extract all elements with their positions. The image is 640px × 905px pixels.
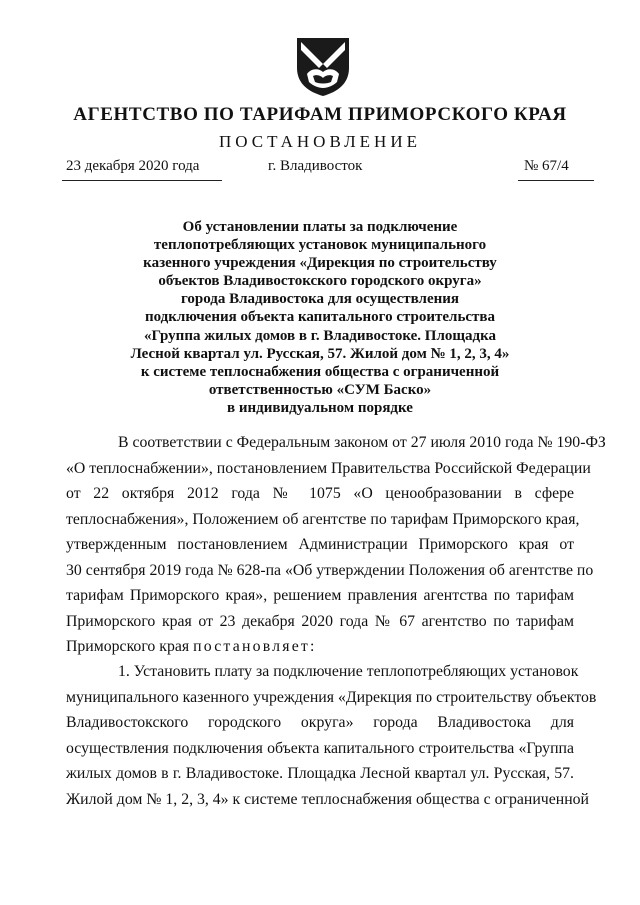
body-line: Владивостокского городского округа» города Владивостока для <box>66 714 574 731</box>
title-line: теплопотребляющих установок муниципального <box>153 237 487 254</box>
body-line: 1. Установить плату за подключение теплопотребляющих установок <box>118 663 579 680</box>
body-line: теплоснабжения», Положением об агентстве по тарифам Приморского края, <box>66 510 580 528</box>
date-underline <box>62 180 222 181</box>
title-line: города Владивостока для осуществления <box>180 291 460 308</box>
document-city: г. Владивосток <box>268 158 363 174</box>
body-line: Жилой дом № 1, 2, 3, 4» к системе теплоснабжения общества с ограниченной <box>66 790 590 808</box>
title-line: в индивидуальном порядке <box>227 399 413 416</box>
title-line: ответственностью «СУМ Баско» <box>208 381 432 398</box>
decision-word: постановляет: <box>193 638 317 655</box>
document-date: 23 декабря 2020 года <box>66 158 200 174</box>
body-line: утвержденным постановлением Администрации Приморского края от <box>66 536 574 553</box>
decision-prefix: Приморского края <box>66 638 194 655</box>
paragraph-item-1 <box>66 659 597 812</box>
title-line: объектов Владивостокского городского округа» <box>158 273 482 290</box>
title-line: «Группа жилых домов в г. Владивостоке. Площадка <box>143 327 497 344</box>
document-type: ПОСТАНОВЛЕНИЕ <box>218 132 421 151</box>
title-line: Об установлении платы за подключение <box>182 219 458 235</box>
title-line: Лесной квартал ул. Русская, 57. Жилой дом № 1, 2, 3, 4» <box>130 345 510 362</box>
document-number: № 67/4 <box>524 158 569 174</box>
body-line: от 22 октября 2012 года № 1075 «О ценообразовании в сфере <box>66 485 574 502</box>
coat-of-arms-icon <box>293 34 353 98</box>
body-line: жилых домов в г. Владивостоке. Площадка Лесной квартал ул. Русская, 57. <box>66 765 574 782</box>
body-line: муниципального казенного учреждения «Дирекция по строительству объектов <box>66 688 597 706</box>
number-underline <box>518 180 594 181</box>
title-line: к системе теплоснабжения общества с ограниченной <box>140 363 500 380</box>
title-line: казенного учреждения «Дирекция по строительству <box>143 255 497 272</box>
document-title <box>100 218 540 417</box>
body-line: 30 сентября 2019 года № 628-па «Об утверждении Положения об агентстве по <box>66 561 594 579</box>
paragraph-basis <box>66 430 606 660</box>
body-line: Приморского края от 23 декабря 2020 года № 67 агентство по тарифам <box>66 612 574 630</box>
body-line: осуществления подключения объекта капитального строительства «Группа <box>66 739 574 757</box>
title-line: подключения объекта капитального строительства <box>144 309 496 326</box>
agency-name: АГЕНТСТВО ПО ТАРИФАМ ПРИМОРСКОГО КРАЯ <box>73 104 567 125</box>
body-line: тарифам Приморского края», решением правления агентства по тарифам <box>66 587 574 604</box>
body-line-decision <box>66 634 574 660</box>
body-line: «О теплоснабжении», постановлением Правительства Российской Федерации <box>66 459 591 477</box>
body-line: В соответствии с Федеральным законом от 27 июля 2010 года № 190-ФЗ <box>118 434 606 451</box>
